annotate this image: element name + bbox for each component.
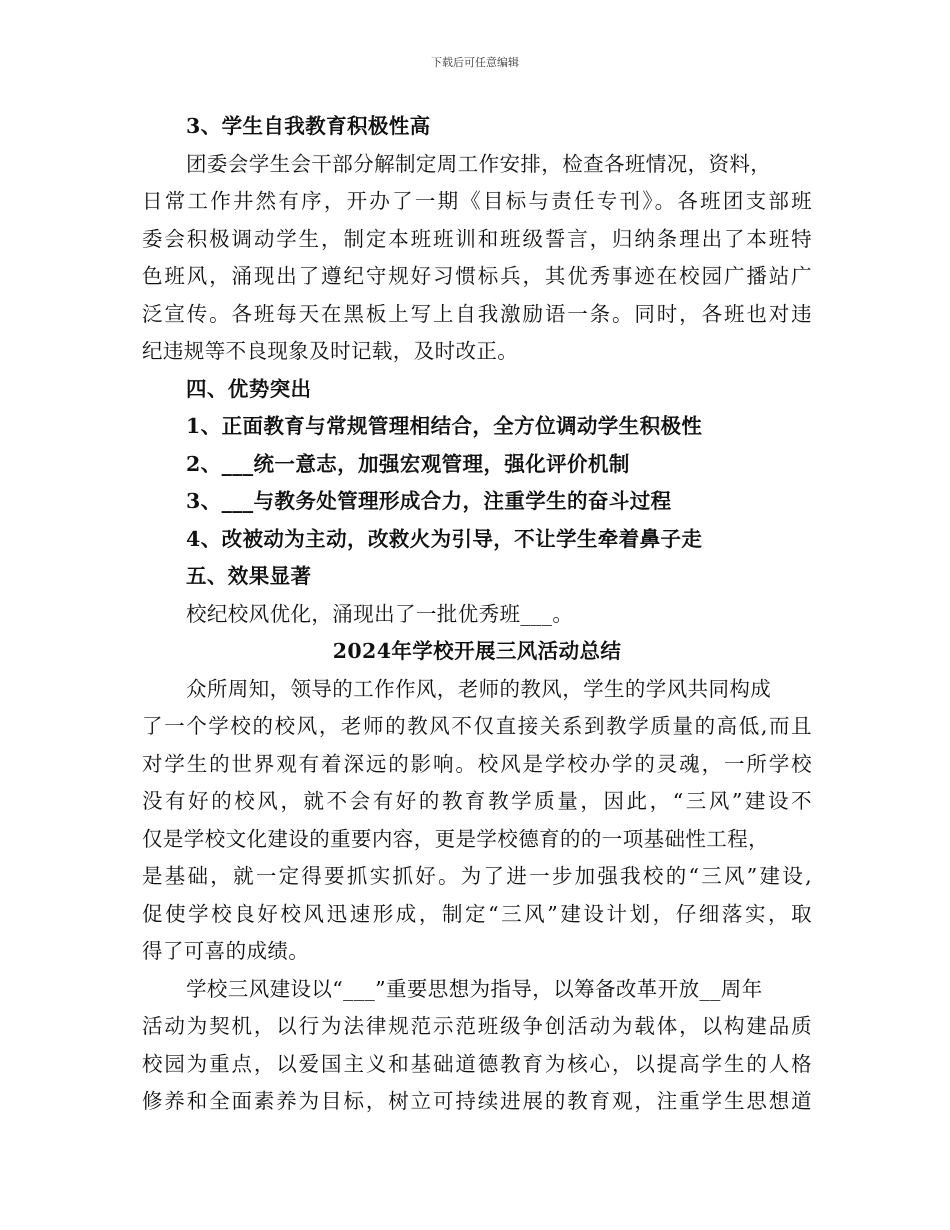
text-line: 得了可喜的成绩。 <box>142 939 310 963</box>
text-line: 色班风，涌现出了遵纪守规好习惯标兵，其优秀事迹在校园广播站广 <box>142 264 812 288</box>
text-line: 是基础，就一定得要抓实抓好。为了进一步加强我校的“三风”建设, <box>142 864 812 888</box>
section-title: 2024年学校开展三风活动总结 <box>332 639 622 663</box>
document-body <box>142 108 812 1121</box>
text-line: 1、正面教育与常规管理相结合，全方位调动学生积极性 <box>186 414 703 438</box>
text-line: 泛宣传。各班每天在黑板上写上自我激励语一条。同时，各班也对违 <box>142 301 812 326</box>
text-line: 促使学校良好校风迅速形成，制定“三风”建设计划，仔细落实，取 <box>142 901 812 926</box>
text-line: 众所周知，领导的工作作风，老师的教风，学生的学风共同构成 <box>186 676 772 701</box>
text-line: 团委会学生会干部分解制定周工作安排，检查各班情况，资料， <box>186 151 772 176</box>
text-line: 了一个学校的校风，老师的教风不仅直接关系到教学质量的高低,而且 <box>142 714 812 738</box>
text-line: 学校三风建设以“___”重要思想为指导，以筹备改革开放__周年 <box>186 976 763 1001</box>
text-line: 没有好的校风，就不会有好的教育教学质量，因此，“三风”建设不 <box>142 789 812 813</box>
text-line: 校纪校风优化，涌现出了一批优秀班___。 <box>186 601 574 626</box>
text-line: 纪违规等不良现象及时记载，及时改正。 <box>142 339 519 363</box>
text-line: 3、___与教务处管理形成合力，注重学生的奋斗过程 <box>186 489 672 513</box>
text-line: 仅是学校文化建设的重要内容，更是学校德育的的一项基础性工程， <box>142 826 769 851</box>
text-line: 对学生的世界观有着深远的影响。校风是学校办学的灵魂，一所学校 <box>142 751 812 776</box>
text-line: 活动为契机，以行为法律规范示范班级争创活动为载体，以构建品质 <box>142 1014 812 1038</box>
text-line: 2、___统一意志，加强宏观管理，强化评价机制 <box>186 451 630 476</box>
page-header-note: 下载后可任意编辑 <box>431 56 519 69</box>
text-line: 四、优势突出 <box>186 376 312 401</box>
text-line: 修养和全面素养为目标，树立可持续进展的教育观，注重学生思想道 <box>142 1089 812 1113</box>
text-line: 3、学生自我教育积极性高 <box>186 114 431 138</box>
text-line: 4、改被动为主动，改救火为引导，不让学生牵着鼻子走 <box>186 526 703 551</box>
text-line: 校园为重点，以爱国主义和基础道德教育为核心，以提高学生的人格 <box>142 1051 812 1076</box>
text-line: 五、效果显著 <box>186 564 312 588</box>
text-line: 日常工作井然有序，开办了一期《目标与责任专刊》。各班团支部班 <box>142 189 812 213</box>
text-line: 委会积极调动学生，制定本班班训和班级誓言，归纳条理出了本班特 <box>142 226 812 251</box>
